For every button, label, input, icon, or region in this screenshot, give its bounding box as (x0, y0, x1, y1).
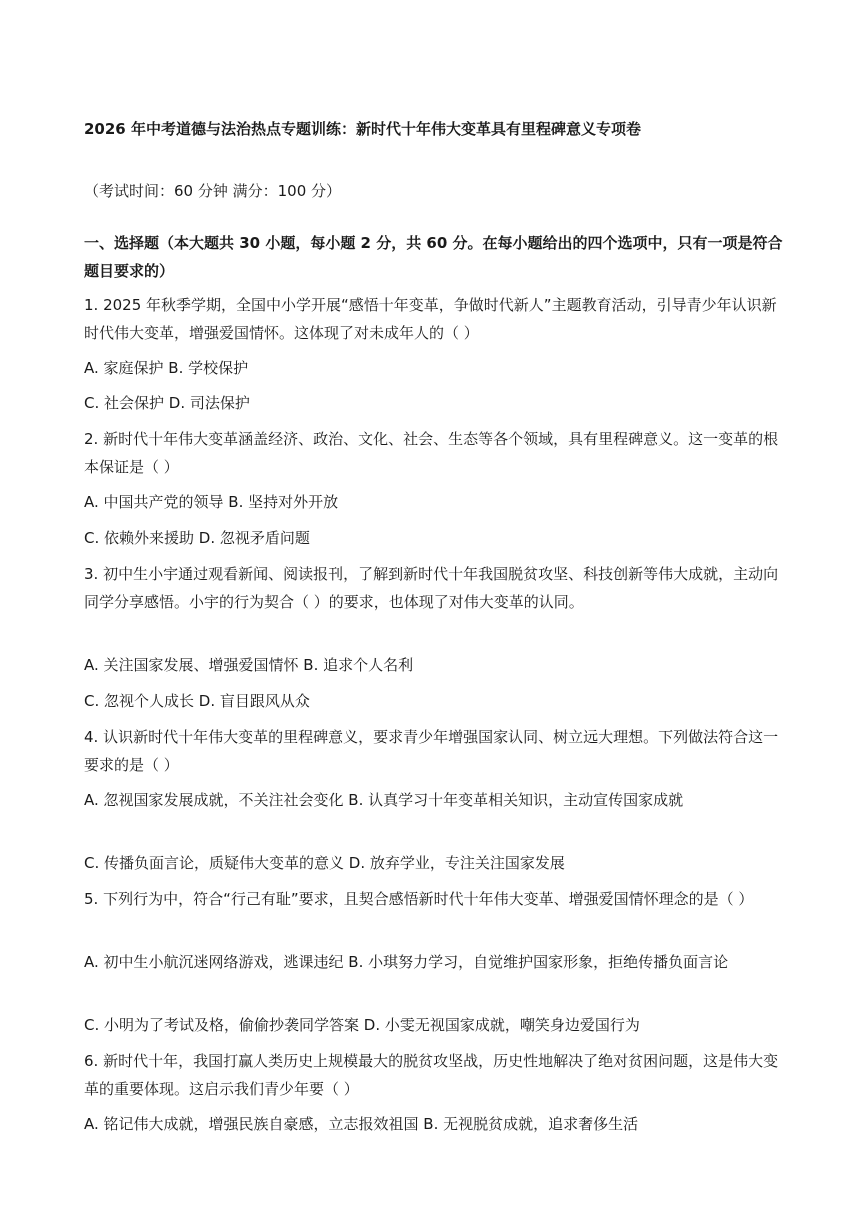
question-6-options-ab: A. 铭记伟大成就，增强民族自豪感，立志报效祖国 B. 无视脱贫成就，追求奢侈生活 (84, 1115, 639, 1133)
question-5-options-cd: C. 小明为了考试及格，偷偷抄袭同学答案 D. 小雯无视国家成就，嘲笑身边爱国行为 (84, 1016, 640, 1034)
question-5-stem: 5. 下列行为中，符合“行己有耻”要求，且契合感悟新时代十年伟大变革、增强爱国情怀理念的是（ ） (84, 890, 754, 908)
question-4-stem: 4. 认识新时代十年伟大变革的里程碑意义，要求青少年增强国家认同、树立远大理想。下列做法符合这一要求的是（ ） (84, 728, 779, 774)
question-3-options-ab: A. 关注国家发展、增强爱国情怀 B. 追求个人名利 (84, 656, 414, 674)
question-1-stem: 1. 2025 年秋季学期，全国中小学开展“感悟十年变革，争做时代新人”主题教育活动，引导青少年认识新时代伟大变革，增强爱国情怀。这体现了对未成年人的（ ） (84, 296, 777, 342)
question-1-options-cd: C. 社会保护 D. 司法保护 (84, 394, 250, 412)
question-5-options-ab: A. 初中生小航沉迷网络游戏，逃课违纪 B. 小琪努力学习，自觉维护国家形象，拒绝传播负面言论 (84, 953, 729, 971)
question-6-stem: 6. 新时代十年，我国打赢人类历史上规模最大的脱贫攻坚战，历史性地解决了绝对贫困问题，这是伟大变革的重要体现。这启示我们青少年要（ ） (84, 1052, 779, 1098)
exam-info: （考试时间：60 分钟 满分：100 分） (84, 182, 342, 200)
question-2-options-cd: C. 依赖外来援助 D. 忽视矛盾问题 (84, 529, 310, 547)
question-2-stem: 2. 新时代十年伟大变革涵盖经济、政治、文化、社会、生态等各个领域，具有里程碑意义。这一变革的根本保证是（ ） (84, 430, 779, 476)
question-4-options-ab: A. 忽视国家发展成就，不关注社会变化 B. 认真学习十年变革相关知识，主动宣传国家成就 (84, 791, 684, 809)
question-4-options-cd: C. 传播负面言论，质疑伟大变革的意义 D. 放弃学业，专注关注国家发展 (84, 854, 565, 872)
question-1-options-ab: A. 家庭保护 B. 学校保护 (84, 359, 249, 377)
section-heading: 一、选择题（本大题共 30 小题，每小题 2 分，共 60 分。在每小题给出的四个选项中，只有一项是符合题目要求的） (84, 234, 783, 280)
document-title: 2026 年中考道德与法治热点专题训练：新时代十年伟大变革具有里程碑意义专项卷 (84, 120, 641, 138)
question-3-stem: 3. 初中生小宇通过观看新闻、阅读报刊，了解到新时代十年我国脱贫攻坚、科技创新等伟大成就，主动向同学分享感悟。小宇的行为契合（ ）的要求，也体现了对伟大变革的认同。 (84, 565, 779, 611)
question-2-options-ab: A. 中国共产党的领导 B. 坚持对外开放 (84, 493, 339, 511)
question-3-options-cd: C. 忽视个人成长 D. 盲目跟风从众 (84, 692, 310, 710)
